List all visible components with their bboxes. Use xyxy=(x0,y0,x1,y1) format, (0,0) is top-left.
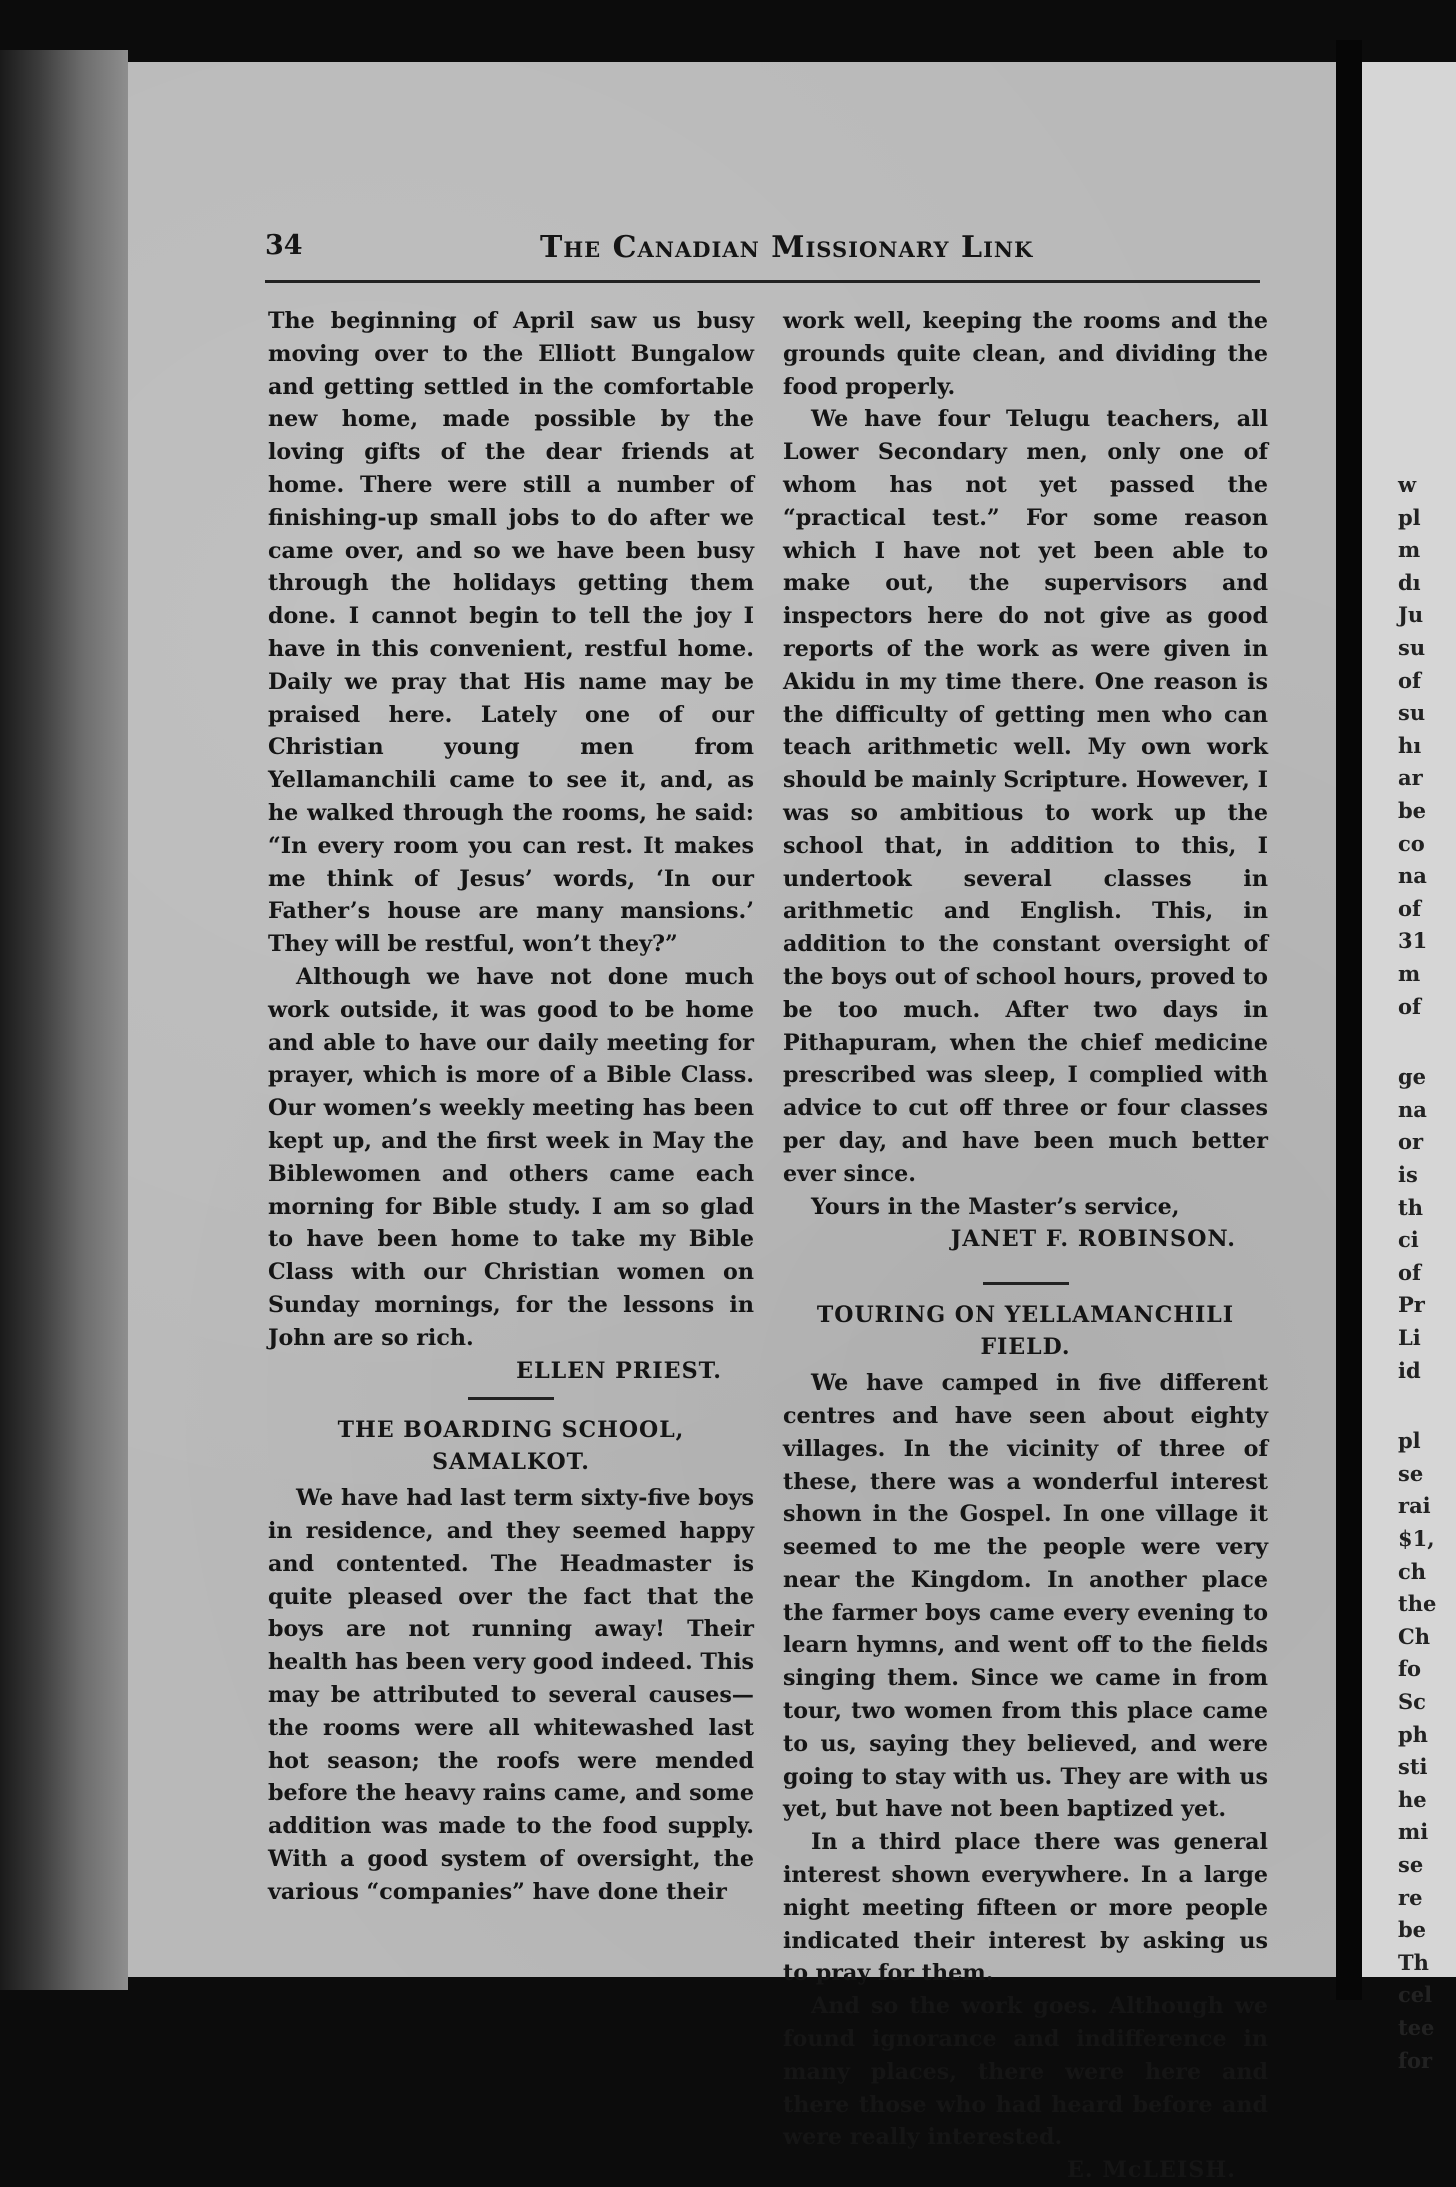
facing-page-text-fragment: cel xyxy=(1398,1982,1433,2008)
facing-page-text-fragment: sti xyxy=(1398,1754,1428,1780)
facing-page-text-fragment: or xyxy=(1398,1129,1424,1155)
section-heading-touring: TOURING ON YELLAMANCHILI FIELD. xyxy=(816,1302,1235,1361)
facing-page-text-fragment: for xyxy=(1398,2047,1433,2073)
facing-page-text-fragment: the xyxy=(1398,1591,1437,1617)
facing-page-text-fragment: w xyxy=(1398,472,1417,497)
facing-page-text-fragment: Sc xyxy=(1398,1689,1426,1714)
running-head: The Canadian Missionary Link xyxy=(540,230,1034,265)
facing-page-text-fragment: mi xyxy=(1398,1819,1429,1845)
facing-page-text-fragment: ph xyxy=(1398,1721,1428,1747)
article-paragraph: We have four Telugu teachers, all Lower Secondary men, only one of whom has not yet passed the “practical test.” For some reason which I have not yet been able to make out, the supervisors and inspectors here do not give as good reports of the work as were given in Akidu in my time there. One reason is the difficulty of getting men who can teach arithmetic well. My own work should be mainly Scripture. However, I was so ambitious to work up the school that, in addition to this, I undertook several classes in arithmetic and English. This, in addition to the constant oversight of the boys out of school hours, proved to be too much. After two days in Pithapuram, when the chief medicine prescribed was sleep, I complied with advice to cut off three or four classes per day, and have been much better ever since. xyxy=(783,406,1268,1187)
facing-page-text-fragment: na xyxy=(1398,1096,1427,1122)
article-paragraph: And so the work goes. Although we found ignorance and indifference in many places, there were here and there those who had heard before and were really interested. xyxy=(783,1993,1268,2151)
facing-page-text-fragment: be xyxy=(1398,798,1427,823)
facing-page-text-fragment: su xyxy=(1398,700,1426,726)
facing-page-text-fragment: na xyxy=(1398,863,1427,889)
facing-page-text-fragment: m xyxy=(1398,537,1421,563)
facing-page-text-fragment: fo xyxy=(1398,1656,1422,1682)
facing-page-text-fragment: 31 xyxy=(1398,928,1428,954)
facing-page-text-fragment: m xyxy=(1398,961,1421,986)
facing-page-text-fragment: dı xyxy=(1398,569,1421,595)
facing-page-text-fragment: se xyxy=(1398,1852,1424,1877)
page-header xyxy=(265,230,1265,270)
article-paragraph: We have camped in five different centres and have seen about eighty villages. In the vicinity of three of these, there was a wonderful interest shown in the Gospel. In one village it seemed to me the people were very near the Kingdom. In another place the farmer boys came every evening to learn hymns, and went off to the fields singing them. Since we came in from tour, two women from this place came to us, saying they believed, and were going to stay with us. They are with us yet, but have not been baptized yet. xyxy=(783,1370,1268,1823)
page-number: 34 xyxy=(265,230,303,261)
article-paragraph: We have had last term sixty-five boys in residence, and they seemed happy and contented. The Headmaster is quite pleased over the fact that the boys are not running away! Their health has been very good indeed. This may be attributed to several causes—the rooms were all whitewashed last hot season; the roofs were mended before the heavy rains came, and some addition was made to the food supply. With a good system of oversight, the various “companies” have done their xyxy=(268,1485,754,1905)
facing-page-text-fragment: ch xyxy=(1398,1558,1427,1584)
facing-page-text-fragment: ci xyxy=(1398,1227,1419,1253)
facing-page-text-fragment: Pr xyxy=(1398,1292,1425,1318)
signature-janet-robinson: JANET F. ROBINSON. xyxy=(950,1226,1236,1253)
article-paragraph: work well, keeping the rooms and the grounds quite clean, and dividing the food properly. xyxy=(783,308,1268,400)
article-paragraph: Although we have not done much work outside, it was good to be home and able to have our daily meeting for prayer, which is more of a Bible Class. Our women’s weekly meeting has been kept up, and the first week in May the Biblewomen and others came each morning for Bible study. I am so glad to have been home to take my Bible Class with our Christian women on Sunday mornings, for the lessons in John are so rich. xyxy=(268,963,754,1351)
facing-page-text-fragment: tee xyxy=(1398,2015,1435,2040)
header-rule xyxy=(265,280,1260,283)
facing-page-text-fragment: of xyxy=(1398,993,1422,1019)
section-separator xyxy=(468,1397,554,1400)
article-paragraph: The beginning of April saw us busy moving over to the Elliott Bungalow and getting settled in the comfortable new home, made possible by the loving gifts of the dear friends at home. There were still a number of finishing-up small jobs to do after we came over, and so we have been busy through the holidays getting them done. I cannot begin to tell the joy I have in this convenient, restful home. Daily we pray that His name may be praised here. Lately one of our Christian young men from Yellamanchili came to see it, and, as he walked through the rooms, he said: “In every room you can rest. It makes me think of Jesus’ words, ‘In our Father’s house are many mansions.’ They will be restful, won’t they?” xyxy=(268,308,754,958)
facing-page-text-fragment: su xyxy=(1398,635,1426,660)
facing-page-text-fragment: of xyxy=(1398,667,1422,693)
facing-page-text-fragment: ar xyxy=(1398,765,1423,791)
facing-page-text-fragment: se xyxy=(1398,1460,1424,1486)
facing-page-text-fragment: rai xyxy=(1398,1493,1431,1519)
section-heading-boarding-school: THE BOARDING SCHOOL, SAMALKOT. xyxy=(337,1417,685,1476)
signature-e-mcleish: E. McLEISH. xyxy=(1066,2157,1236,2184)
facing-page-text-fragment: he xyxy=(1398,1786,1427,1812)
facing-page-text-fragment: Ch xyxy=(1398,1623,1430,1649)
facing-page-text-fragment: of xyxy=(1398,1259,1422,1285)
book-gutter xyxy=(1336,40,1362,2000)
left-column xyxy=(268,305,754,1909)
signature-ellen-priest: ELLEN PRIEST. xyxy=(516,1357,722,1384)
facing-page-text-fragment: ge xyxy=(1398,1064,1427,1090)
section-separator xyxy=(983,1282,1069,1285)
facing-page-text-fragment: is xyxy=(1398,1162,1418,1187)
facing-page-text-fragment: id xyxy=(1398,1357,1421,1383)
facing-page-text-fragment: Li xyxy=(1398,1325,1421,1350)
right-column xyxy=(783,305,1268,2187)
facing-page-text-fragment: pl xyxy=(1398,504,1421,530)
facing-page-text-fragment: th xyxy=(1398,1194,1423,1220)
facing-page-text-fragment: Ju xyxy=(1398,602,1424,628)
article-paragraph: In a third place there was general interest shown everywhere. In a large night meeting fifteen or more people indicated their interest by asking us to pray for them. xyxy=(783,1829,1268,1987)
facing-page-text-fragment: $1, xyxy=(1398,1526,1435,1551)
book-binding xyxy=(0,50,128,1990)
facing-page-text-fragment: co xyxy=(1398,830,1425,856)
facing-page-text-fragment: be xyxy=(1398,1917,1427,1943)
facing-page-text-fragment: Th xyxy=(1398,1949,1429,1975)
facing-page-edge xyxy=(1362,62,1456,2073)
facing-page-text-fragment: of xyxy=(1398,895,1422,921)
facing-page-text-fragment: pl xyxy=(1398,1428,1421,1454)
letter-closing: Yours in the Master’s service, xyxy=(811,1193,1180,1220)
facing-page-text-fragment: re xyxy=(1398,1884,1423,1910)
facing-page-text-fragment: hı xyxy=(1398,732,1422,758)
